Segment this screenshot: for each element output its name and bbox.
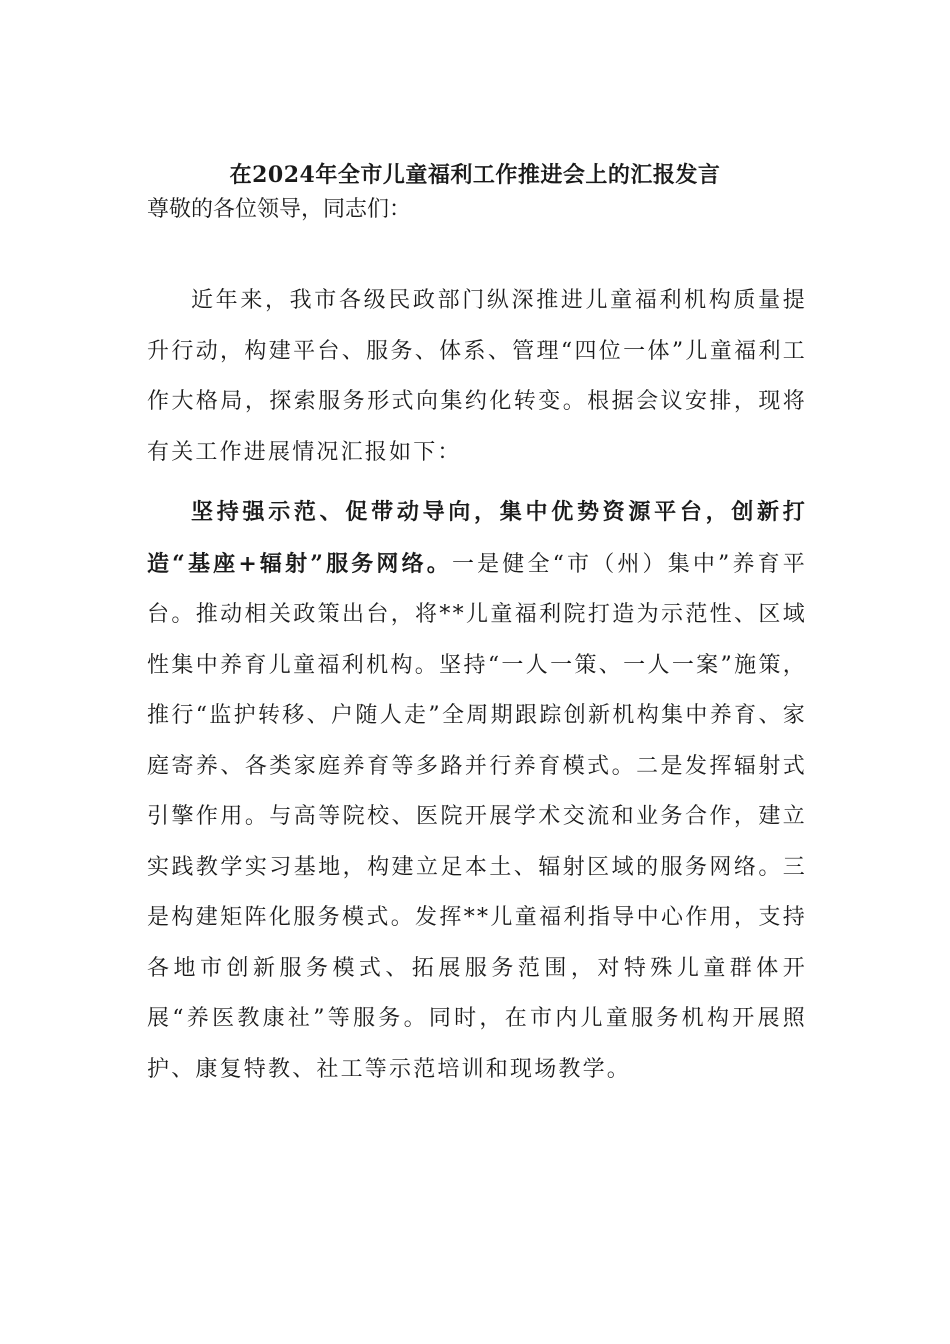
paragraph-intro-text: 近年来，我市各级民政部门纵深推进儿童福利机构质量提升行动，构建平台、服务、体系、管理“四位一体”儿童福利工作大格局，探索服务形式向集约化转变。根据会议安排，现将有关工作进展情况汇报如下： xyxy=(147,288,807,465)
salutation: 尊敬的各位领导，同志们： xyxy=(147,197,412,222)
paragraph-section-1 xyxy=(147,487,807,1095)
paragraph-intro xyxy=(147,276,807,478)
section-heading: 坚持强示范、促带动导向，集中优势资源平台，创新打造“基座+辐射”服务网络。 xyxy=(147,499,807,577)
section-body: 一是健全“市（州）集中”养育平台。推动相关政策出台，将**儿童福利院打造为示范性、区域性集中养育儿童福利机构。坚持“一人一策、一人一案”施策，推行“监护转移、户随人走”全周期跟踪创新机构集中养育、家庭寄养、各类家庭养育等多路并行养育模式。二是发挥辐射式引擎作用。与高等院校、医院开展学术交流和业务合作，建立实践教学实习基地，构建立足本土、辐射区域的服务网络。三是构建矩阵化服务模式。发挥**儿童福利指导中心作用，支持各地市创新服务模式、拓展服务范围，对特殊儿童群体开展“养医教康社”等服务。同时，在市内儿童服务机构开展照护、康复特教、社工等示范培训和现场教学。 xyxy=(147,551,807,1082)
document-title: 在2024年全市儿童福利工作推进会上的汇报发言 xyxy=(229,162,721,188)
